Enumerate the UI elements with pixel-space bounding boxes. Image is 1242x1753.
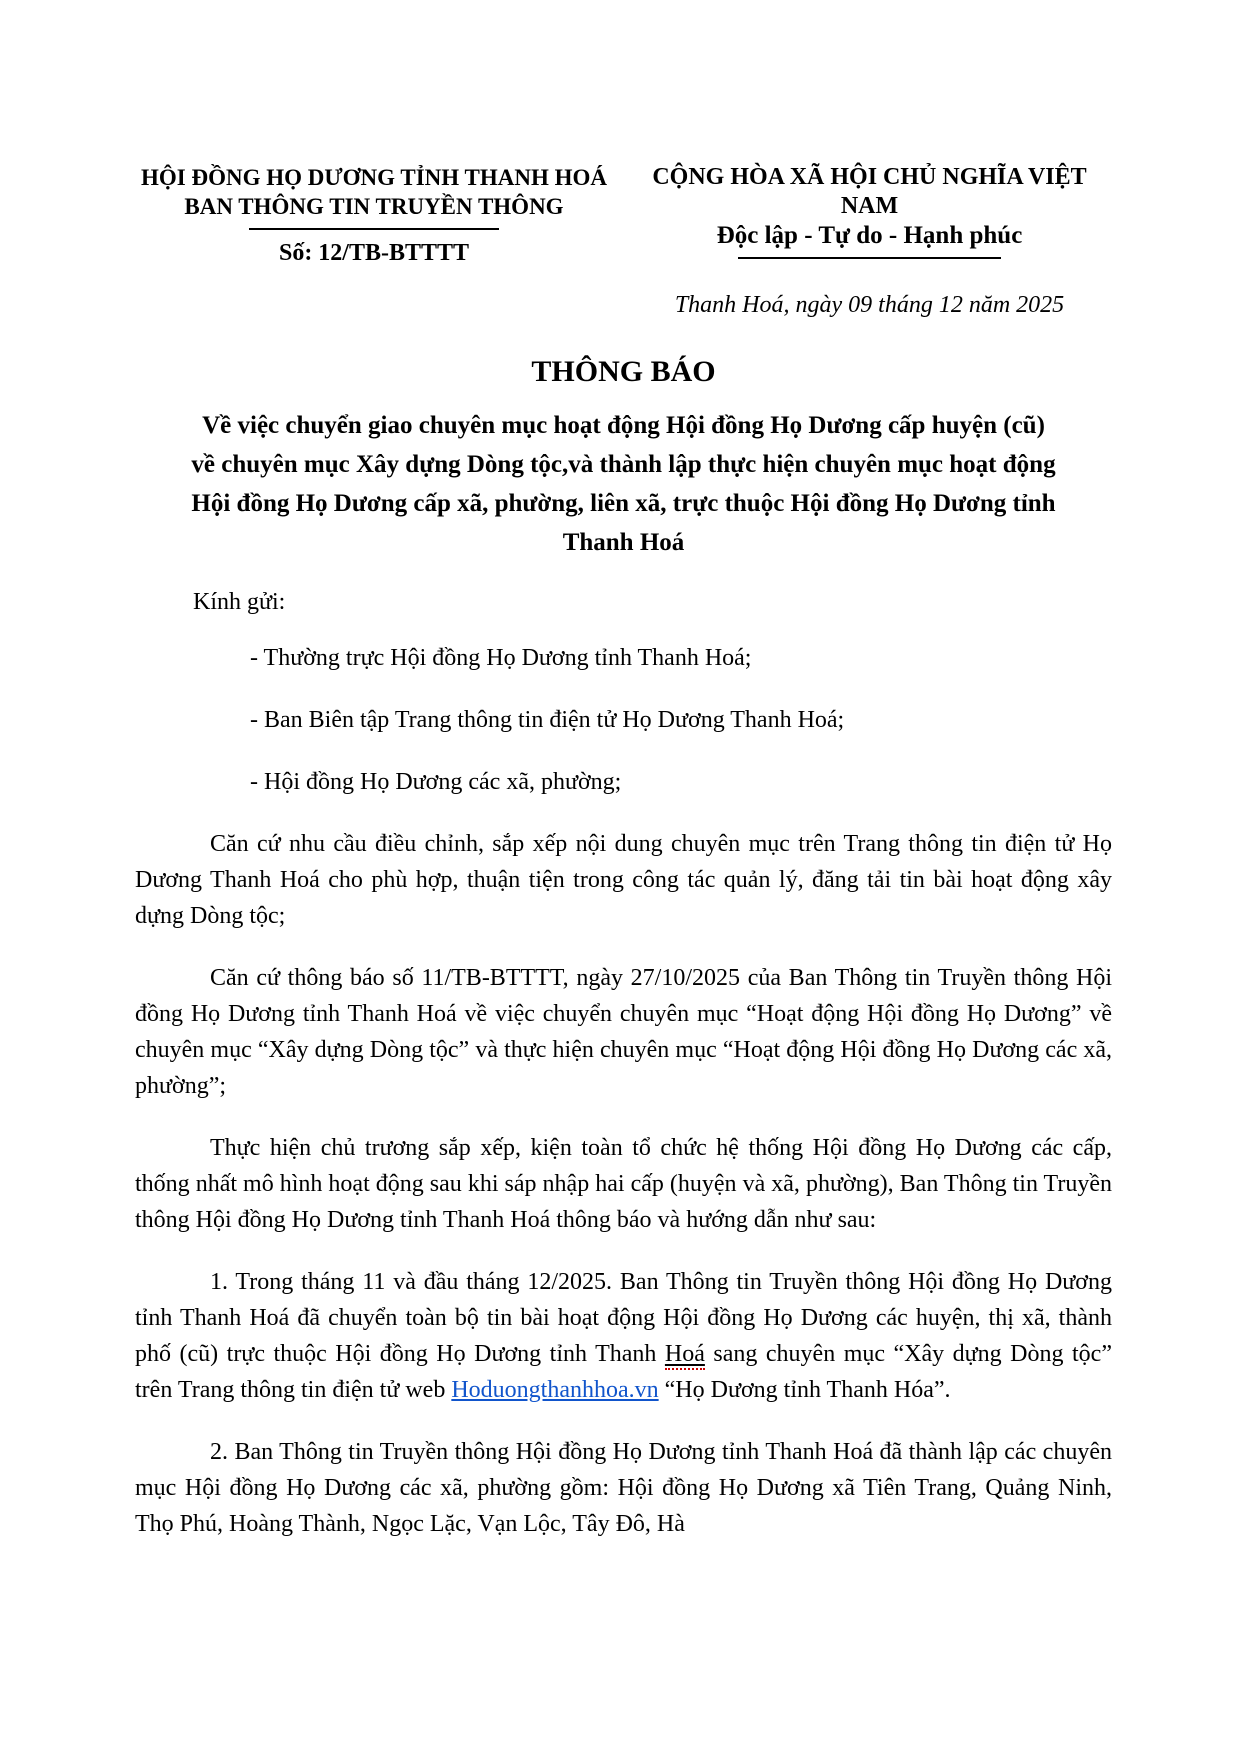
document-title: THÔNG BÁO — [531, 355, 716, 388]
paragraph-item-2: 2. Ban Thông tin Truyền thông Hội đồng Họ Dương tỉnh Thanh Hoá đã thành lập các chuyên mục Hội đồng Họ Dương các xã, phường gồm: Hội đồng Họ Dương xã Tiên Trang, Quảng Ninh, Thọ Phú, Hoàng Thành, Ngọc Lặc, Vạn Lộc, Tây Đô, Hà — [135, 1439, 1112, 1537]
date-line: Thanh Hoá, ngày 09 tháng 12 năm 2025 — [674, 292, 1065, 318]
recipient-item: - Hội đồng Họ Dương các xã, phường; — [250, 769, 622, 795]
header-right-divider — [738, 257, 1001, 259]
paragraph-basis-2: Căn cứ thông báo số 11/TB-BTTTT, ngày 27/10/2025 của Ban Thông tin Truyền thông Hội đồng Họ Dương tỉnh Thanh Hoá về việc chuyển chuyên mục “Hoạt động Hội đồng Họ Dương” về chuyên mục “Xây dựng Dòng tộc” và thực hiện chuyên mục “Hoạt động Hội đồng Họ Dương các xã, phường”; — [135, 965, 1112, 1099]
header-left-divider — [249, 228, 499, 230]
doc-number: Số: 12/TB-BTTTT — [278, 240, 470, 266]
document-subtitle — [135, 406, 1112, 562]
recipient-item: - Ban Biên tập Trang thông tin điện tử Họ Dương Thanh Hoá; — [250, 707, 845, 733]
document-header — [135, 163, 1112, 320]
subtitle-line: Thanh Hoá — [562, 529, 685, 556]
issuing-org-block — [135, 163, 613, 268]
paragraph-basis-1: Căn cứ nhu cầu điều chỉnh, sắp xếp nội dung chuyên mục trên Trang thông tin điện tử Họ Dương Thanh Hoá cho phù hợp, thuận tiện trong công tác quản lý, đăng tải tin bài hoạt động xây dựng Dòng tộc; — [135, 831, 1112, 929]
recipient-item: - Thường trực Hội đồng Họ Dương tỉnh Thanh Hoá; — [250, 645, 752, 671]
paragraph-item-1 — [135, 1264, 1112, 1408]
org-parent-name: HỘI ĐỒNG HỌ DƯƠNG TỈNH THANH HOÁ — [140, 165, 607, 190]
hoduongthanhhoa-link[interactable]: Hoduongthanhhoa.vn — [451, 1377, 659, 1403]
salutation: Kính gửi: — [193, 589, 286, 615]
subtitle-line: về chuyên mục Xây dựng Dòng tộc,và thành lập thực hiện chuyên mục hoạt động — [191, 451, 1056, 478]
national-motto-block — [627, 163, 1112, 320]
spellcheck-word: Hoá — [665, 1341, 705, 1370]
org-name: BAN THÔNG TIN TRUYỀN THÔNG — [184, 194, 564, 219]
country-name: CỘNG HÒA XÃ HỘI CHỦ NGHĨA VIỆT NAM — [652, 164, 1087, 219]
national-motto: Độc lập - Tự do - Hạnh phúc — [716, 222, 1023, 249]
recipients-list — [135, 640, 1112, 800]
subtitle-line: Hội đồng Họ Dương cấp xã, phường, liên xã, trực thuộc Hội đồng Họ Dương tỉnh — [191, 490, 1056, 517]
item1-text-middle: sang chuyên mục “Xây dựng Dòng tộc” trên Trang thông tin điện tử web — [135, 1341, 1112, 1403]
item1-text-before: 1. Trong tháng 11 và đầu tháng 12/2025. Ban Thông tin Truyền thông Hội đồng Họ Dương tỉnh Thanh Hoá đã chuyển toàn bộ tin bài hoạt động Hội đồng Họ Dương các huyện, thị xã, thành phố (cũ) trực thuộc Hội đồng Họ Dương tỉnh Thanh — [135, 1269, 1112, 1367]
subtitle-line: Về việc chuyển giao chuyên mục hoạt động Hội đồng Họ Dương cấp huyện (cũ) — [202, 412, 1045, 439]
paragraph-basis-3: Thực hiện chủ trương sắp xếp, kiện toàn tổ chức hệ thống Hội đồng Họ Dương các cấp, thống nhất mô hình hoạt động sau khi sáp nhập hai cấp (huyện và xã, phường), Ban Thông tin Truyền thông Hội đồng Họ Dương tỉnh Thanh Hoá thông báo và hướng dẫn như sau: — [135, 1135, 1112, 1233]
item1-text-after: “Họ Dương tỉnh Thanh Hóa”. — [658, 1377, 951, 1403]
